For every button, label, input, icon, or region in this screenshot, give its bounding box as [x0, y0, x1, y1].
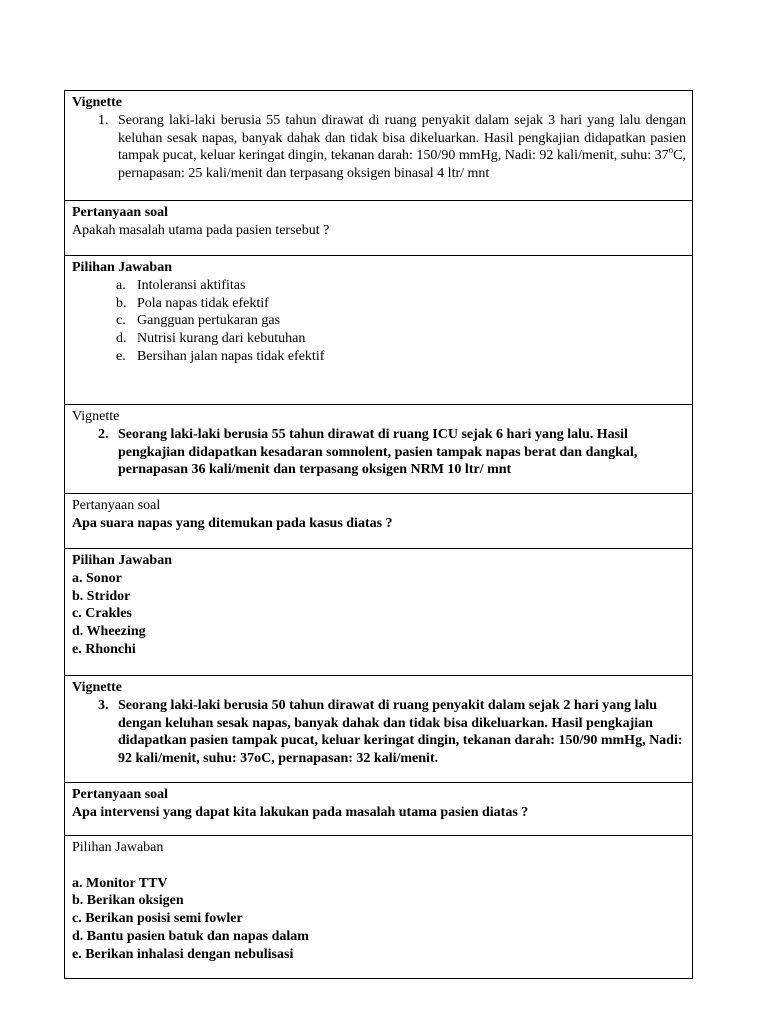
vignette-list-3 [72, 697, 686, 768]
option-text: Intoleransi aktifitas [137, 277, 246, 293]
option-3e: e. Berikan inhalasi dengan nebulisasi [72, 946, 294, 962]
vignette-text-1-b: C, pernapasan: 25 kali/menit dan terpasang oksigen binasal 4 ltr/ mnt [118, 148, 686, 182]
question-text-1: Apakah masalah utama pada pasien tersebut ? [72, 222, 330, 238]
options-list-1 [72, 277, 686, 366]
vignette-row-1 [65, 91, 693, 201]
option-letter: a. [116, 277, 126, 293]
vignette-list-2 [72, 426, 686, 479]
option-2b: b. Stridor [72, 588, 131, 604]
option-1c [116, 312, 686, 330]
vignette-text-2 [98, 426, 686, 479]
option-letter: c. [116, 313, 126, 329]
question-label-3: Pertanyaan soal [72, 787, 169, 802]
options-row-2 [65, 549, 693, 676]
vignette-text-3 [98, 697, 686, 768]
option-letter: b. [116, 295, 127, 311]
question-row-1 [65, 201, 693, 256]
vignette-label-2: Vignette [72, 409, 120, 424]
options-cell-1 [65, 256, 693, 405]
question-cell-1 [65, 201, 693, 256]
vignette-list-1 [72, 112, 686, 183]
options-spacer [72, 857, 686, 875]
vignette-cell-1 [65, 91, 693, 201]
question-label-1: Pertanyaan soal [72, 205, 169, 220]
option-letter: d. [116, 331, 127, 347]
question-text-3: Apa intervensi yang dapat kita lakukan pada masalah utama pasien diatas ? [72, 804, 529, 820]
degree-superscript: o [668, 145, 674, 156]
option-3b: b. Berikan oksigen [72, 893, 184, 909]
vignette-label-3: Vignette [72, 680, 123, 695]
question-label-2: Pertanyaan soal [72, 498, 161, 513]
options-row-1 [65, 256, 693, 405]
question-cell-3 [65, 783, 693, 836]
vignette-label-1: Vignette [72, 95, 123, 110]
options-list-2 [72, 570, 686, 659]
option-2e: e. Rhonchi [72, 641, 136, 657]
vignette-row-2 [65, 405, 693, 494]
option-1a [116, 277, 686, 295]
options-list-3 [72, 875, 686, 964]
question-text-2: Apa suara napas yang ditemukan pada kasus diatas ? [72, 515, 393, 531]
question-row-3 [65, 783, 693, 836]
option-3a: a. Monitor TTV [72, 875, 168, 891]
vignette-cell-3 [65, 676, 693, 783]
option-2c: c. Crakles [72, 606, 132, 622]
question-cell-2 [65, 494, 693, 549]
vignette-body-2: Seorang laki-laki berusia 55 tahun dirawat di ruang ICU sejak 6 hari yang lalu. Hasil pengkajian didapatkan kesadaran somnolent, pasien tampak napas berat dan dangkal, pernapasan 36 kali/menit dan terpasang oksigen NRM 10 ltr/ mnt [118, 426, 638, 478]
option-1d [116, 330, 686, 348]
options-row-3 [65, 836, 693, 979]
option-text: Gangguan pertukaran gas [137, 313, 281, 329]
vignette-body-3: Seorang laki-laki berusia 50 tahun dirawat di ruang penyakit dalam sejak 2 hari yang lalu dengan keluhan sesak napas, banyak dahak dan tidak bisa dikeluarkan. Hasil pengkajian didapatkan pasien tampak pucat, keluar keringat dingin, tekanan darah: 150/90 mmHg, Nadi: 92 kali/menit, suhu: 37oC, pernapasan: 32 kali/menit. [118, 697, 683, 767]
options-label-3: Pilihan Jawaban [72, 840, 164, 855]
option-letter: e. [116, 348, 126, 364]
option-1b [116, 295, 686, 313]
vignette-body-1 [118, 112, 686, 183]
option-text: Nutrisi kurang dari kebutuhan [137, 331, 306, 347]
options-cell-2 [65, 549, 693, 676]
option-2a: a. Sonor [72, 570, 122, 586]
vignette-row-3 [65, 676, 693, 783]
option-3d: d. Bantu pasien batuk dan napas dalam [72, 928, 309, 944]
options-label-2: Pilihan Jawaban [72, 553, 172, 568]
vignette-text-1-a: Seorang laki-laki berusia 55 tahun dirawat di ruang penyakit dalam sejak 3 hari yang lalu dengan keluhan sesak napas, banyak dahak dan tidak bisa dikeluarkan. Hasil pengkajian didapatkan pasien tampak pucat, keluar keringat dingin, tekanan darah: 150/90 mmHg, Nadi: 92 kali/menit, suhu: 37 [118, 112, 686, 164]
option-1e [116, 348, 686, 366]
option-text: Bersihan jalan napas tidak efektif [137, 348, 325, 364]
vignette-number-3: 3. [98, 697, 109, 713]
vignette-number-1: 1. [98, 112, 109, 128]
options-label-1: Pilihan Jawaban [72, 260, 172, 275]
option-2d: d. Wheezing [72, 624, 146, 640]
vignette-number-2: 2. [98, 426, 109, 442]
options-cell-3 [65, 836, 693, 979]
vignette-cell-2 [65, 405, 693, 494]
question-table [64, 90, 693, 979]
option-3c: c. Berikan posisi semi fowler [72, 911, 243, 927]
option-text: Pola napas tidak efektif [137, 295, 269, 311]
question-row-2 [65, 494, 693, 549]
vignette-text-1 [98, 112, 686, 183]
